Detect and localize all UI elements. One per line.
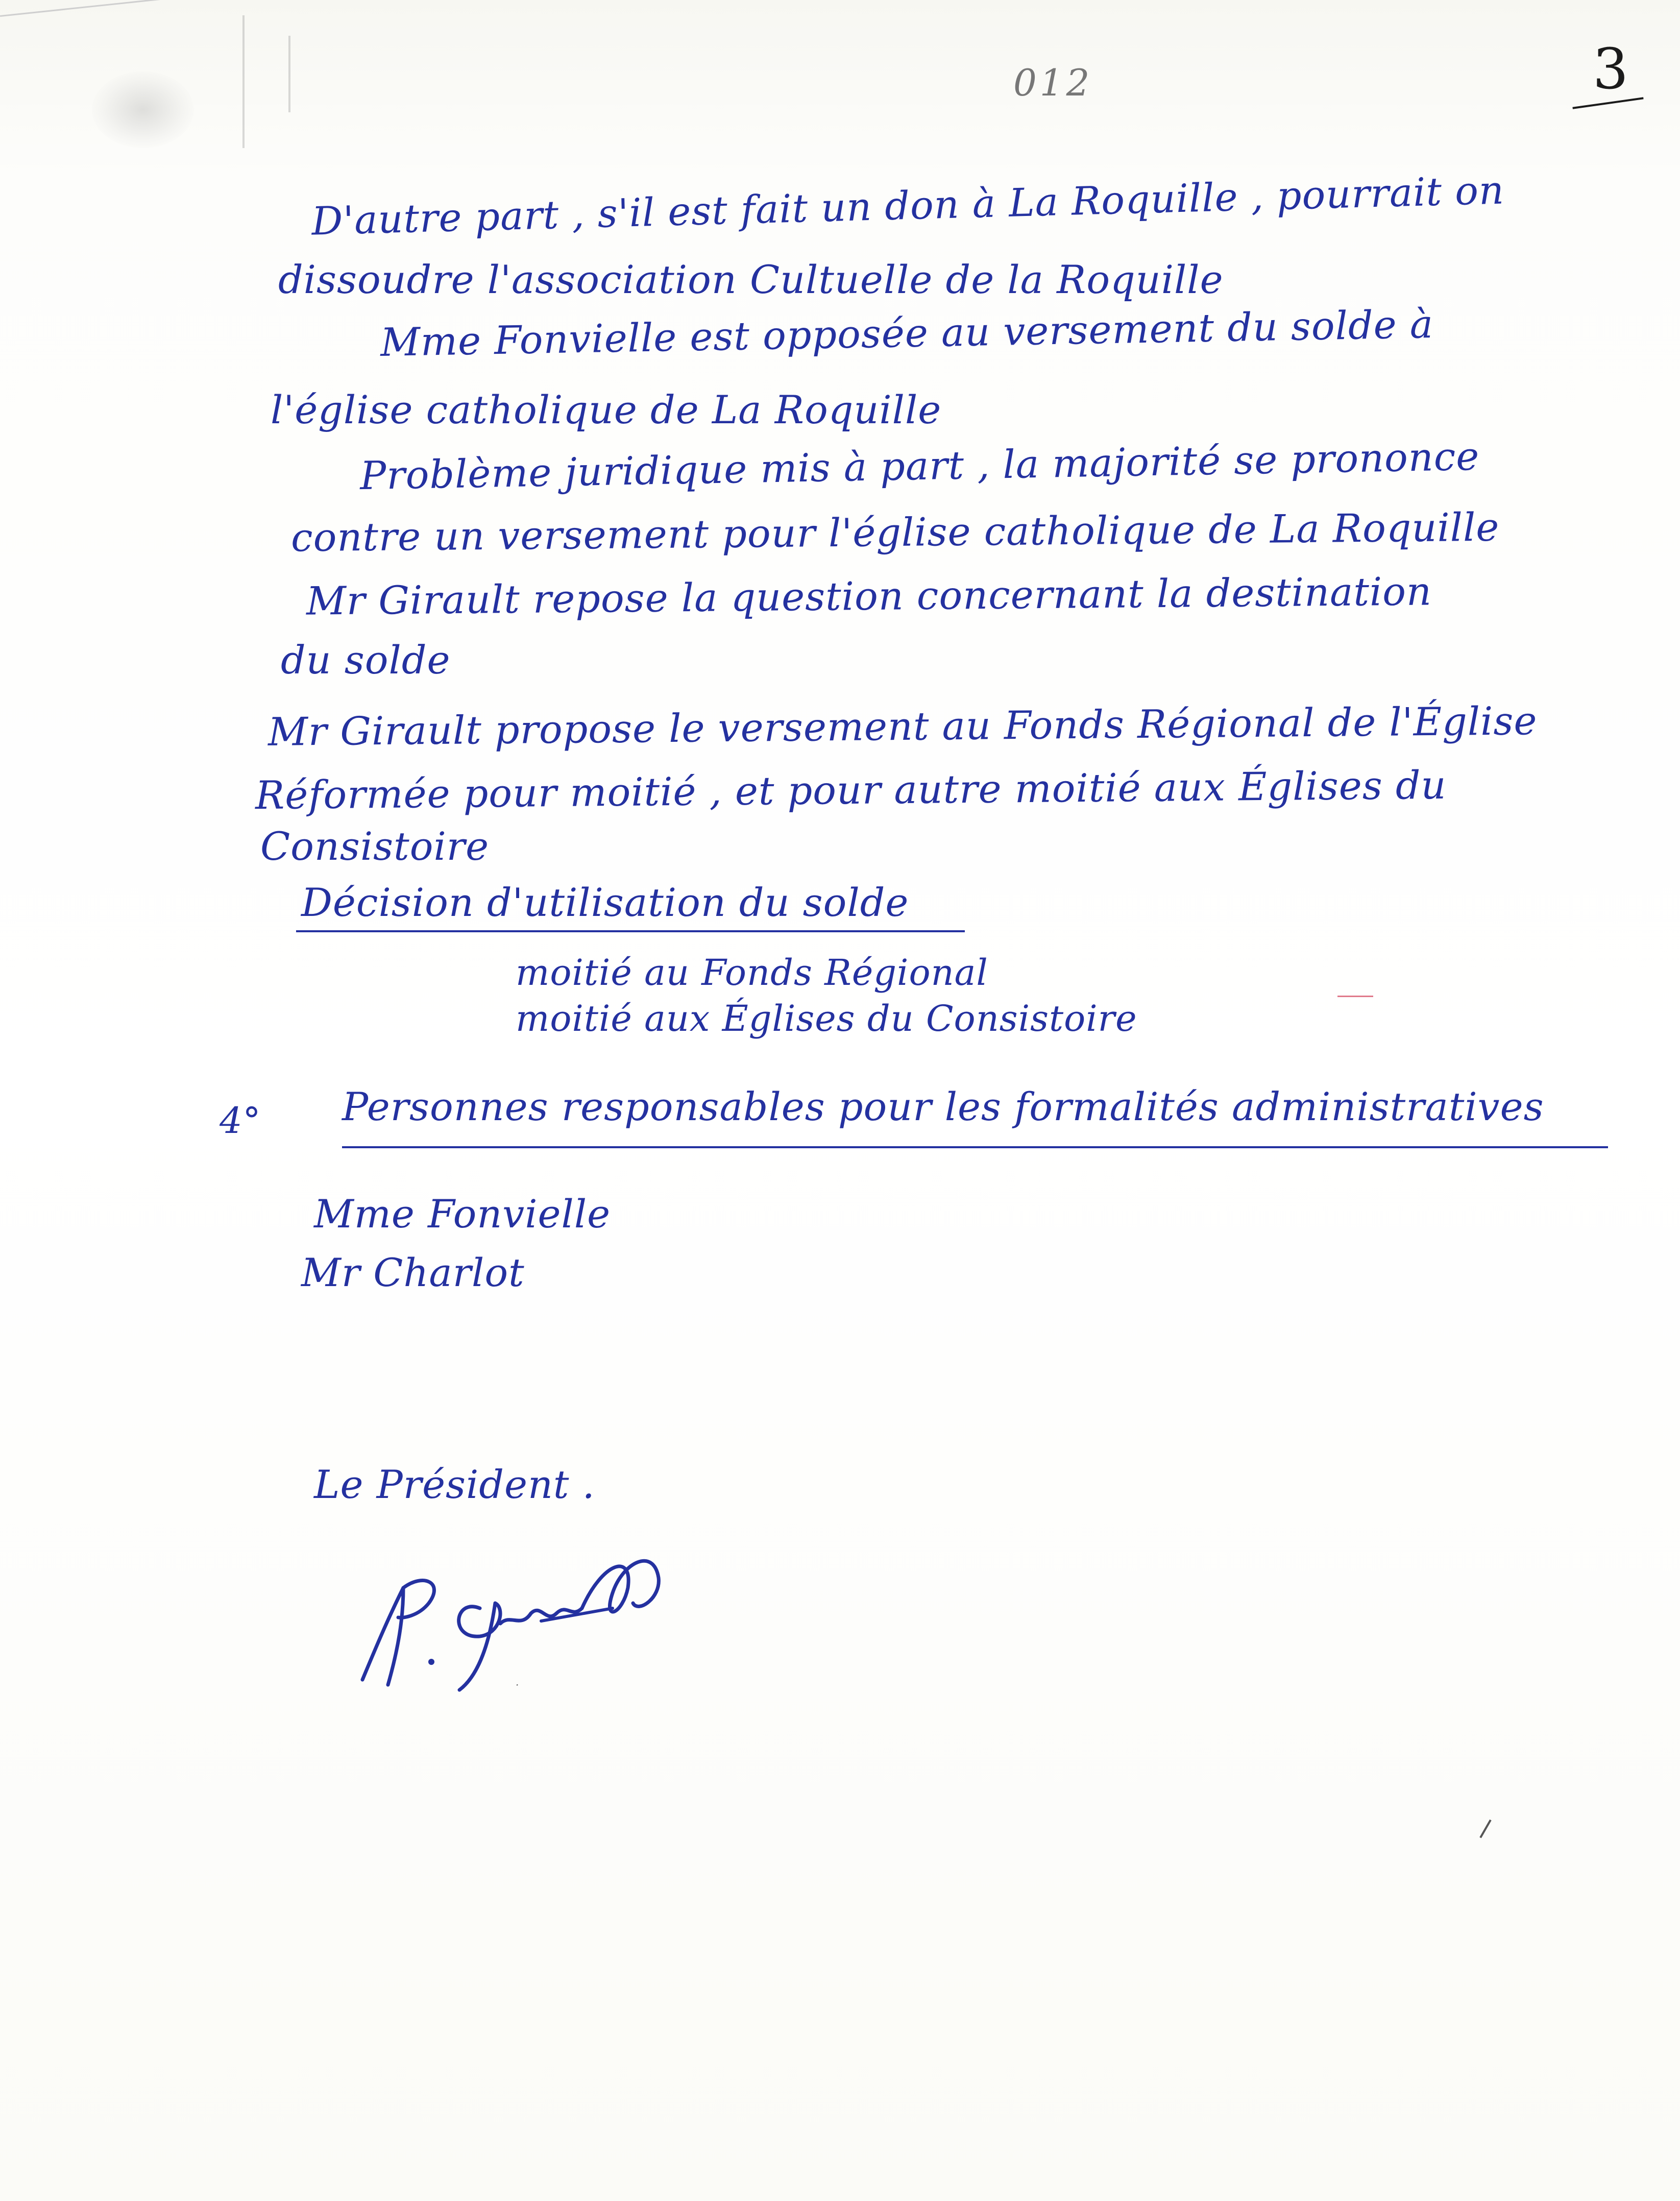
text-line: Mme Fonvielle est opposée au versement du solde à [380,301,1434,365]
text-line: Réformée pour moitié , et pour autre moitié aux Églises du [255,762,1447,818]
archive-number: 012 [1013,61,1093,104]
text-line: Mr Girault repose la question concernant la destination [306,568,1432,624]
paper-edge-shadow [0,0,264,20]
text-line: Consistoire [260,824,490,869]
responsible-person: Mr Charlot [301,1250,525,1295]
responsible-person: Mme Fonvielle [314,1191,611,1237]
section-heading-underline [342,1146,1608,1148]
text-line: dissoudre l'association Cultuelle de la Roquille [278,257,1224,302]
paper-crease [242,15,245,148]
signatory-title: Le Président . [314,1462,595,1507]
decision-item: moitié au Fonds Régional [516,952,988,994]
ink-dot: · [516,1679,520,1691]
paper-smudge [92,71,194,148]
stray-mark [1479,1820,1491,1839]
decision-heading: Décision d'utilisation du solde [301,880,909,925]
section-heading: Personnes responsables pour les formalités administratives [342,1084,1544,1129]
decision-item: moitié aux Églises du Consistoire [516,998,1137,1039]
red-pen-mark [1337,996,1373,997]
handwritten-signature [327,1532,694,1695]
page-number: 3 [1593,36,1629,102]
text-line: D'autre part , s'il est fait un don à La Roquille , pourrait on [311,167,1505,244]
decision-heading-underline [296,930,965,932]
text-line: Problème juridique mis à part , la majorité se prononce [359,433,1480,499]
text-line: contre un versement pour l'église catholique de La Roquille [290,504,1500,561]
section-number: 4° [220,1100,261,1142]
text-line: du solde [281,637,451,683]
paper-crease [288,36,290,112]
text-line: Mr Girault propose le versement au Fonds Régional de l'Église [267,698,1538,755]
text-line: l'église catholique de La Roquille [271,387,942,432]
